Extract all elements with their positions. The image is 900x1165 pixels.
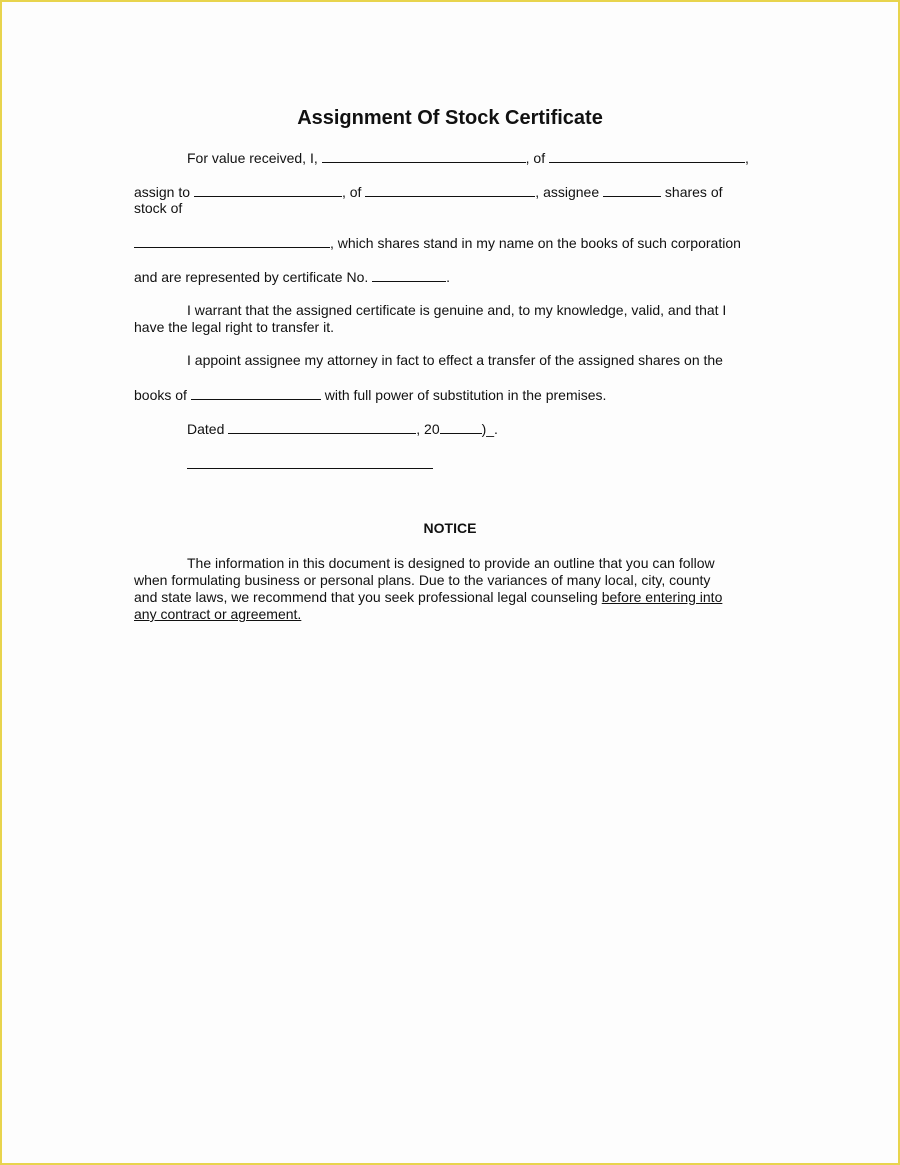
text-segment: and state laws, we recommend that you seek professional legal counseling (134, 589, 602, 605)
text-segment: assign to (134, 184, 194, 200)
text-segment: )_. (481, 421, 498, 437)
text-segment: , (744, 150, 749, 166)
notice-body (134, 555, 766, 623)
date-field[interactable] (228, 420, 416, 434)
text-segment: . (446, 269, 451, 285)
text-segment: , of (525, 150, 549, 166)
notice-line-3 (134, 589, 766, 606)
text-segment: For value received, I, (187, 150, 322, 166)
text-segment: Dated (187, 421, 229, 437)
assignor-name-field[interactable] (322, 149, 526, 163)
dated-line (187, 420, 819, 438)
warrant-line-1: I warrant that the assigned certificate is genuine and, to my knowledge, valid, and that I (187, 302, 727, 318)
line-stock-of: stock of (134, 200, 183, 216)
notice-title: NOTICE (423, 520, 477, 536)
assignor-address-field[interactable] (549, 149, 745, 163)
corporation-name-field[interactable] (134, 234, 330, 248)
line-shares-stand (134, 234, 766, 252)
text-segment: , 20 (416, 421, 440, 437)
text-segment: and are represented by certificate No. (134, 269, 373, 285)
line-value-received (187, 149, 819, 167)
line-certificate-no (134, 268, 766, 286)
certificate-number-field[interactable] (372, 268, 446, 282)
year-field[interactable] (440, 420, 482, 434)
underlined-text: before entering into (601, 589, 723, 605)
text-segment: , which shares stand in my name on the books of such corporation (330, 235, 741, 251)
signature-line[interactable] (187, 468, 433, 469)
appoint-line-2 (134, 386, 766, 404)
text-segment: books of (134, 387, 191, 403)
document-title: Assignment Of Stock Certificate (297, 107, 603, 129)
books-of-field[interactable] (191, 386, 321, 400)
assignee-name-field[interactable] (194, 183, 342, 197)
text-segment: shares of (661, 184, 723, 200)
shares-count-field[interactable] (603, 183, 661, 197)
assignee-address-field[interactable] (365, 183, 535, 197)
appoint-line-1: I appoint assignee my attorney in fact to effect a transfer of the assigned shares on the (187, 352, 723, 368)
text-segment: with full power of substitution in the premises. (320, 387, 607, 403)
notice-line-1: The information in this document is designed to provide an outline that you can follow (187, 555, 715, 571)
line-assign-to (134, 183, 766, 201)
notice-line-4: any contract or agreement. (134, 606, 302, 622)
text-segment: , assignee (535, 184, 604, 200)
notice-line-2: when formulating business or personal plans. Due to the variances of many local, city, county (134, 572, 711, 588)
text-segment: , of (341, 184, 366, 200)
warrant-line-2: have the legal right to transfer it. (134, 319, 334, 335)
